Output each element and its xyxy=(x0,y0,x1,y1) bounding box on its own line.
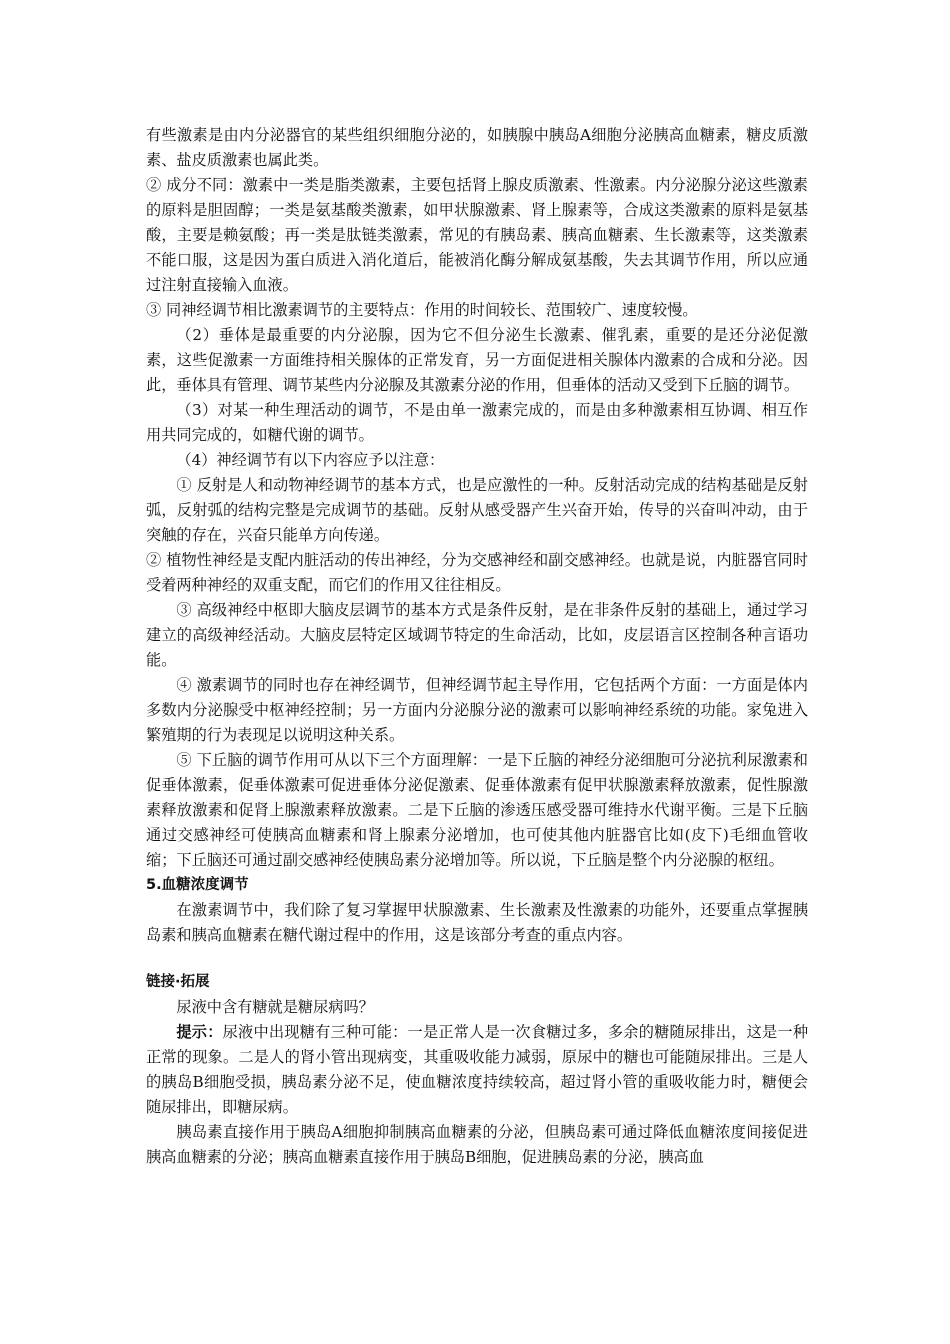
paragraph: ③ 同神经调节相比激素调节的主要特点：作用的时间较长、范围较广、速度较慢。 xyxy=(146,301,698,319)
paragraph: 胰岛素直接作用于胰岛A细胞抑制胰高血糖素的分泌，但胰岛素可通过降低血糖浓度间接促进胰高血糖素的分泌；胰高血糖素直接作用于胰岛B细胞，促进胰岛素的分泌，胰高血 xyxy=(146,1123,808,1166)
paragraph: 有些激素是由内分泌器官的某些组织细胞分泌的，如胰腺中胰岛A细胞分泌胰高血糖素，糖皮质激素、盐皮质激素也属此类。 xyxy=(146,126,808,169)
paragraph: ② 植物性神经是支配内脏活动的传出神经，分为交感神经和副交感神经。也就是说，内脏器官同时受着两种神经的双重支配，而它们的作用又往往相反。 xyxy=(146,551,808,594)
paragraph: 在激素调节中，我们除了复习掌握甲状腺激素、生长激素及性激素的功能外，还要重点掌握胰岛素和胰高血糖素在糖代谢过程中的作用，这是该部分考查的重点内容。 xyxy=(146,901,808,944)
paragraph: （4）神经调节有以下内容应予以注意： xyxy=(176,451,445,469)
document-page xyxy=(146,123,808,1170)
paragraph: （3）对某一种生理活动的调节，不是由单一激素完成的，而是由多种激素相互协调、相互作用共同完成的，如糖代谢的调节。 xyxy=(146,401,808,444)
paragraph: （2）垂体是最重要的内分泌腺，因为它不但分泌生长激素、催乳素，重要的是还分泌促激素，这些促激素一方面维持相关腺体的正常发育，另一方面促进相关腺体内激素的合成和分泌。因此，垂体具有管理、调节某些内分泌腺及其激素分泌的作用，但垂体的活动又受到下丘脑的调节。 xyxy=(146,326,808,394)
paragraph: ⑤ 下丘脑的调节作用可从以下三个方面理解：一是下丘脑的神经分泌细胞可分泌抗利尿激素和促垂体激素，促垂体激素可促进垂体分泌促激素、促垂体激素有促甲状腺激素释放激素，促性腺激素释放激素和促肾上腺激素释放激素。二是下丘脑的渗透压感受器可维持水代谢平衡。三是下丘脑通过交感神经可使胰高血糖素和肾上腺素分泌增加，也可使其他内脏器官比如(皮下)毛细血管收缩；下丘脑还可通过副交感神经使胰岛素分泌增加等。所以说，下丘脑是整个内分泌腺的枢纽。 xyxy=(146,751,808,869)
paragraph: ② 成分不同：激素中一类是脂类激素，主要包括肾上腺皮质激素、性激素。内分泌腺分泌这些激素的原料是胆固醇；一类是氨基酸类激素，如甲状腺激素、肾上腺素等，合成这类激素的原料是氨基酸，主要是赖氨酸；再一类是肽链类激素，常见的有胰岛素、胰高血糖素、生长激素等，这类激素不能口服，这是因为蛋白质进入消化道后，能被消化酶分解成氨基酸，失去其调节作用，所以应通过注射直接输入血液。 xyxy=(146,176,808,294)
section-heading: 5.血糖浓度调节 xyxy=(146,877,249,893)
hint-paragraph xyxy=(146,1020,808,1120)
spacer xyxy=(146,948,808,970)
paragraph: ① 反射是人和动物神经调节的基本方式，也是应激性的一种。反射活动完成的结构基础是反射弧，反射弧的结构完整是完成调节的基础。反射从感受器产生兴奋开始，传导的兴奋叫冲动，由于突触的存在，兴奋只能单方向传递。 xyxy=(146,476,808,544)
paragraph: ③ 高级神经中枢即大脑皮层调节的基本方式是条件反射，是在非条件反射的基础上，通过学习建立的高级神经活动。大脑皮层特定区域调节特定的生命活动，比如，皮层语言区控制各种言语功能。 xyxy=(146,601,808,669)
hint-label: 提示： xyxy=(176,1023,223,1041)
hint-text: 尿液中出现糖有三种可能：一是正常人是一次食糖过多，多余的糖随尿排出，这是一种正常的现象。二是人的肾小管出现病变，其重吸收能力减弱，原尿中的糖也可能随尿排出。三是人的胰岛B细胞受损，胰岛素分泌不足，使血糖浓度持续较高，超过肾小管的重吸收能力时，糖便会随尿排出，即糖尿病。 xyxy=(146,1023,809,1116)
question: 尿液中含有糖就是糖尿病吗？ xyxy=(176,998,374,1016)
paragraph: ④ 激素调节的同时也存在神经调节，但神经调节起主导作用，它包括两个方面：一方面是体内多数内分泌腺受中枢神经控制；另一方面内分泌腺分泌的激素可以影响神经系统的功能。家兔进入繁殖期的行为表现足以说明这种关系。 xyxy=(146,676,808,744)
section-heading: 链接·拓展 xyxy=(146,974,210,990)
